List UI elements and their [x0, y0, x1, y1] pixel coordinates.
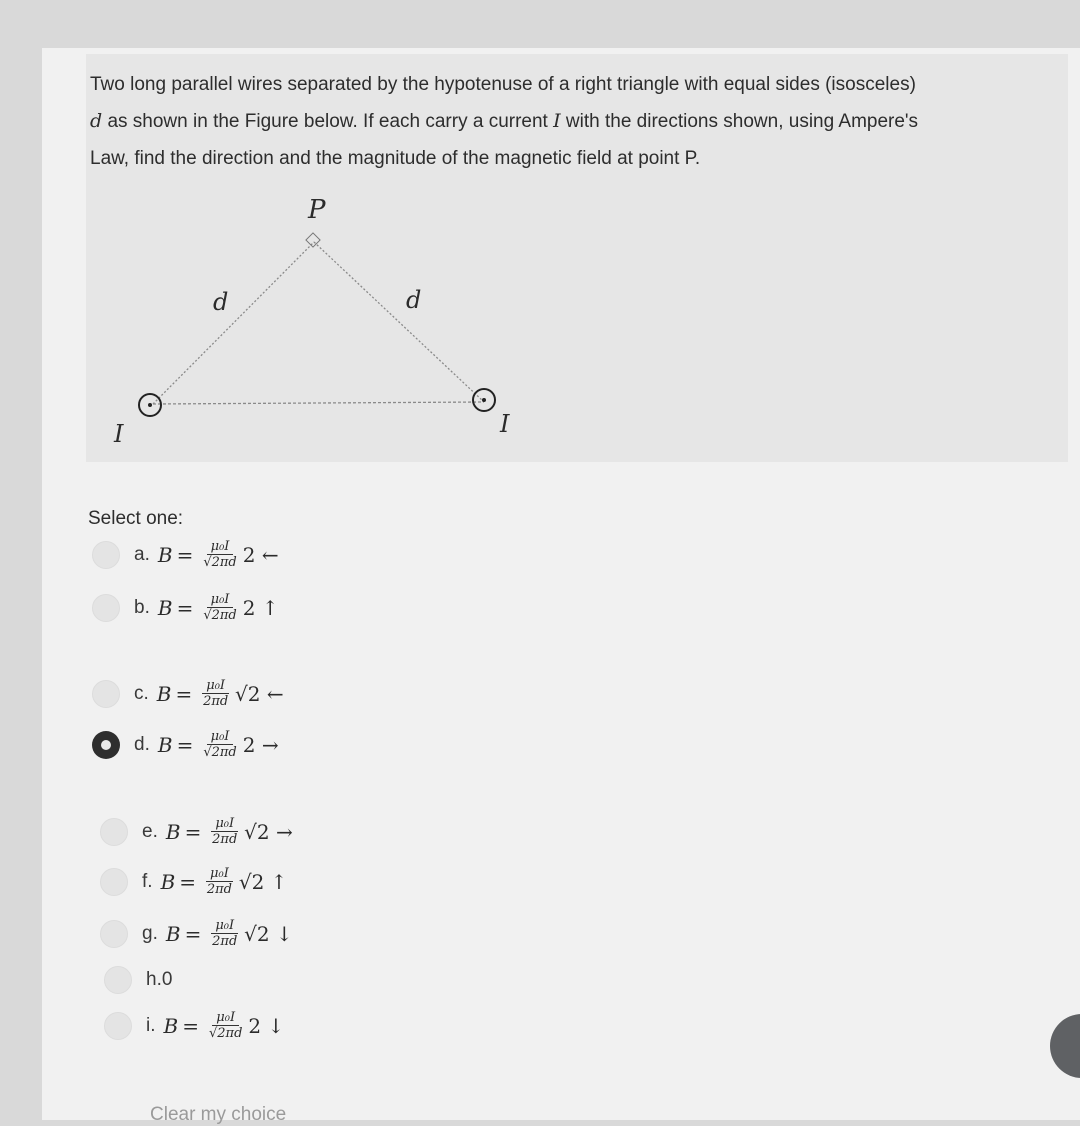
left-side-line — [153, 242, 314, 404]
label-i-right: I — [500, 410, 510, 438]
label-d-left: d — [213, 288, 229, 316]
label-p: P — [308, 195, 326, 225]
radio-option-f[interactable] — [100, 868, 128, 896]
option-f[interactable]: f. B = $\frac{\text{μ₀I}}{2\pi d}$ √2 ↑ — [100, 862, 287, 902]
right-wire-out-of-page-icon — [473, 389, 495, 411]
option-d[interactable]: d. B = $\frac{\text{μ₀I}}{√2\pi d}$ 2 → — [92, 725, 279, 765]
radio-option-h[interactable] — [104, 966, 132, 994]
label-d-right: d — [406, 286, 422, 314]
option-c[interactable]: c. B = $\frac{\text{μ₀I}}{2\pi d}$ √2 ← — [92, 674, 284, 714]
radio-option-b[interactable] — [92, 594, 120, 622]
radio-option-g[interactable] — [100, 920, 128, 948]
radio-option-d-selected[interactable] — [92, 731, 120, 759]
hypotenuse-line — [153, 402, 484, 404]
radio-option-a[interactable] — [92, 541, 120, 569]
option-g[interactable]: g. B = $\frac{\text{μ₀I}}{2\pi d}$ √2 ↓ — [100, 914, 293, 954]
option-b[interactable]: b. B = $\frac{\text{μ₀I}}{√2\pi d}$ 2 ↑ — [92, 588, 279, 628]
select-one-prompt: Select one: — [88, 508, 184, 529]
question-line-1: Two long parallel wires separated by the hypotenuse of a right triangle with equal sides (isosceles) — [90, 74, 916, 95]
clear-my-choice-link[interactable]: Clear my choice — [150, 1104, 287, 1125]
option-i[interactable]: i. B = $\frac{\text{μ₀I}}{√2\pi d}$ 2 ↓ — [104, 1006, 284, 1046]
left-wire-out-of-page-icon — [139, 394, 161, 416]
question-text — [90, 66, 1050, 177]
option-e[interactable]: e. B = $\frac{\text{μ₀I}}{2\pi d}$ √2 → — [100, 812, 293, 852]
triangle-figure — [86, 180, 1068, 462]
right-side-line — [314, 242, 484, 402]
question-line-3: Law, find the direction and the magnitude of the magnetic field at point P. — [90, 148, 701, 169]
radio-option-c[interactable] — [92, 680, 120, 708]
question-line-2: d as shown in the Figure below. If each carry a current I with the directions shown, using Ampere's — [90, 110, 919, 132]
option-h[interactable]: h.0 — [104, 960, 180, 1000]
radio-option-i[interactable] — [104, 1012, 132, 1040]
option-a[interactable]: a. B = $\frac{\text{μ₀I}}{√2\pi d}$ 2 ← — [92, 535, 279, 575]
radio-option-e[interactable] — [100, 818, 128, 846]
label-i-left: I — [114, 420, 124, 448]
